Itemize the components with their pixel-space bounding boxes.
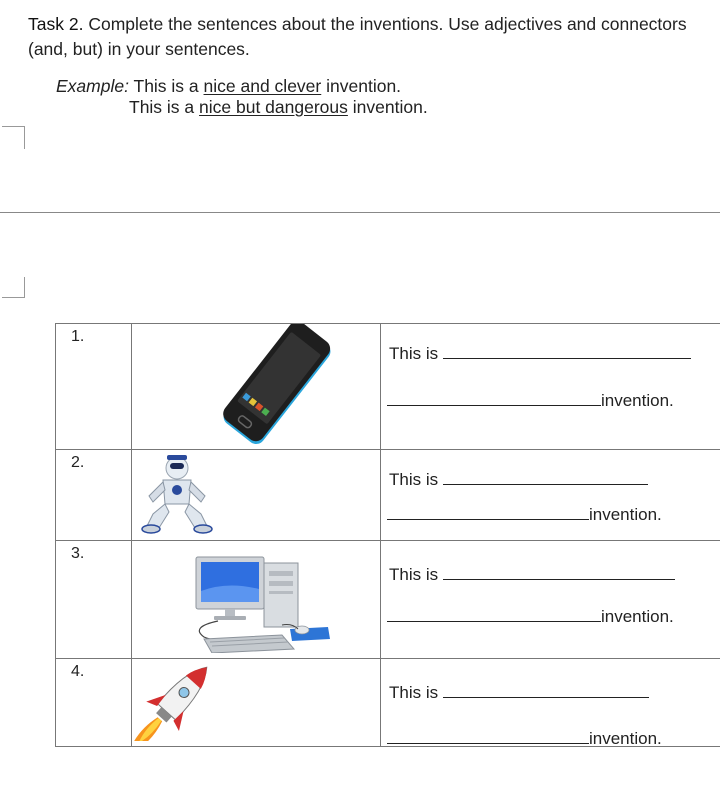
example-line-2: [129, 96, 428, 118]
sentence-end: invention.: [601, 391, 674, 410]
task-instruction-text: Complete the sentences about the inventions. Use adjectives and connectors (and, but) in your sentences.: [28, 14, 687, 59]
table-row: [56, 541, 720, 659]
page-break-line: [0, 212, 720, 213]
example-1-suffix: invention.: [326, 76, 402, 96]
table-row: [56, 450, 720, 541]
robot-image: [132, 450, 380, 540]
table-row: [56, 659, 720, 747]
example-2-answer: nice but dangerous: [199, 97, 348, 117]
rocket-image: [132, 659, 380, 746]
sentence-end: invention.: [589, 505, 662, 524]
sentence-end: invention.: [589, 729, 662, 748]
task-instruction: [28, 12, 688, 62]
task-label: Task 2.: [28, 14, 84, 34]
row-number: 2.: [71, 454, 85, 471]
answer-blank[interactable]: [443, 344, 691, 359]
example-1-answer: nice and clever: [203, 76, 322, 96]
example-2-suffix: invention.: [352, 97, 428, 117]
sentence-start: This is: [389, 683, 439, 702]
example-line-1: [56, 75, 401, 97]
answer-blank[interactable]: [443, 683, 649, 698]
sentence-end: invention.: [601, 607, 674, 626]
answer-blank[interactable]: [443, 565, 675, 580]
desktop-computer-image: [132, 541, 380, 658]
answer-blank[interactable]: [387, 505, 589, 520]
row-number: 1.: [71, 328, 85, 345]
row-number: 3.: [71, 545, 85, 562]
example-1-prefix: This is a: [133, 76, 199, 96]
answer-blank[interactable]: [387, 391, 601, 406]
table-row: [56, 324, 720, 450]
sentence-start: This is: [389, 344, 439, 363]
example-2-prefix: This is a: [129, 97, 195, 117]
sentence-start: This is: [389, 565, 439, 584]
crop-mark-bottom: [2, 277, 25, 298]
row-number: 4.: [71, 663, 85, 680]
inventions-table: [55, 323, 720, 747]
answer-blank[interactable]: [387, 729, 589, 744]
answer-blank[interactable]: [443, 470, 648, 485]
answer-blank[interactable]: [387, 607, 601, 622]
crop-mark-top: [2, 126, 25, 149]
smartphone-image: [132, 324, 380, 449]
sentence-start: This is: [389, 470, 439, 489]
example-label: Example:: [56, 76, 129, 96]
